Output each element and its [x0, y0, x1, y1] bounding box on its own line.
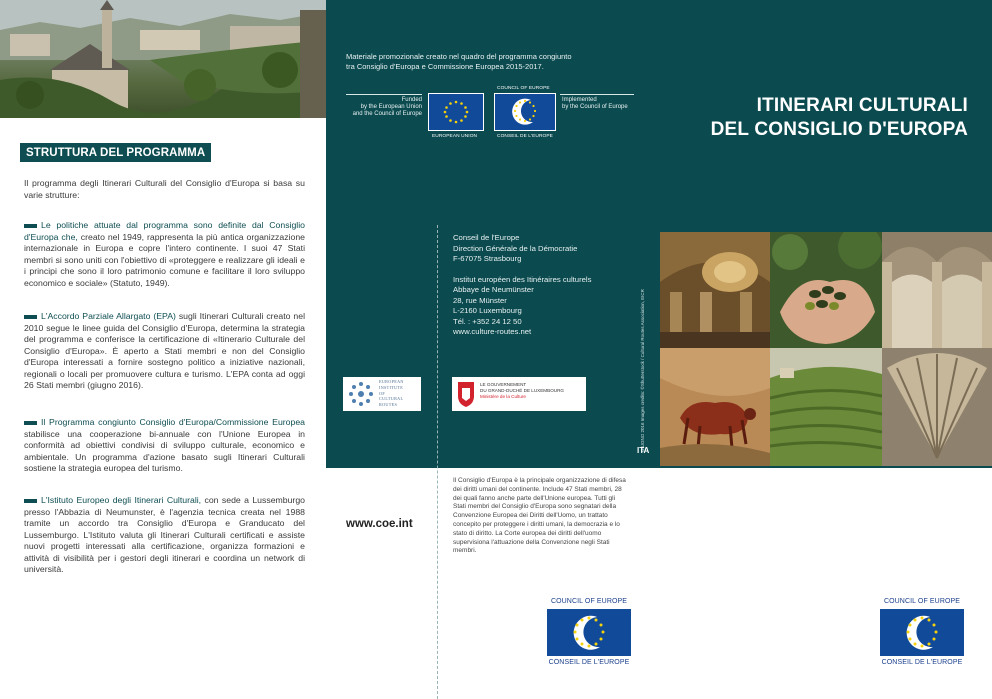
implemented-line: by the Council of Europe	[562, 104, 628, 110]
coe-logo-bottom-text: CONSEIL DE L'EUROPE	[548, 659, 630, 666]
list-item	[24, 495, 305, 576]
address-line: www.culture-routes.net	[453, 327, 532, 336]
intro-paragraph: Il programma degli Itinerari Culturali del Consiglio d'Europa si basa su varie strutture:	[24, 178, 305, 200]
coe-logo	[877, 598, 967, 670]
funded-text	[346, 97, 422, 118]
eicr-logo-line: OF	[379, 390, 385, 396]
left-panel	[0, 0, 326, 699]
eicr-logo	[343, 377, 421, 411]
item-body: con sede a Lussemburgo presso l'Abbazia di Neumunster, è l'agenzia tecnica creata nel 1988 tramite un accordo tra Consiglio d'Europa e Granducato del Lussemburgo. L'Istituto valuta gli Itinerari Culturali certificati e assiste nuovi progetti interessati alla certificazione, organizza formazioni e attività di visibilità per i gestori degli itinerari e coordina un network di università.	[24, 495, 305, 574]
item-body: sugli Itinerari Culturali creato nel 2010 segue le linee guida del Consiglio d'Europa, determina la strategia del programma e conferisce la certificazione di «Itinerario Culturale del Consiglio d'Europa». È aperto a Stati membri e non del Consiglio d'Europa interessati a fornire sostegno politico a iniziative nazionali, regionali o locali per promuovere cultura e turismo. L'EPA conta ad oggi 26 Stati membri (giugno 2016).	[24, 311, 305, 390]
eicr-logo-line: INSTITUTE	[379, 384, 404, 390]
website-link[interactable]: www.coe.int	[346, 518, 413, 530]
divider	[560, 94, 634, 95]
title-line: ITINERARI CULTURALI	[756, 95, 968, 116]
address-line: Conseil de l'Europe	[453, 233, 520, 242]
address-line: Institut européen des Itinéraires culturels	[453, 274, 592, 284]
address-spacer	[453, 265, 653, 275]
lux-logo-line: DU GRAND-DUCHÉ DE LUXEMBOURG	[480, 388, 564, 394]
coe-logo-top-text: COUNCIL OF EUROPE	[550, 598, 628, 605]
address-line: 28, rue Münster	[453, 295, 507, 305]
funded-line: and the Council of Europe	[352, 111, 422, 117]
photo-olives	[770, 232, 882, 348]
address-line: Tél. : +352 24 12 50	[453, 316, 522, 326]
coe-logo-top-text: COUNCIL OF EUROPE	[883, 598, 961, 605]
address-line: L-2160 Luxembourg	[453, 306, 522, 315]
photo-cave-painting	[660, 348, 770, 466]
program-info-line: tra Consiglio d'Europa e Commissione Europea 2015-2017.	[346, 62, 544, 71]
photo-interior	[660, 232, 770, 348]
bullet-bar-icon	[24, 224, 37, 228]
program-info	[346, 52, 616, 72]
eu-caption: EUROPEAN UNION	[432, 134, 478, 139]
bullet-bar-icon	[24, 421, 37, 425]
divider	[346, 94, 422, 95]
coe-logo	[544, 598, 634, 670]
fold-line	[437, 225, 438, 699]
language-badge: ITA	[637, 446, 650, 455]
coe-caption-top: COUNCIL OF EUROPE	[497, 86, 550, 91]
item-body: stabilisce una cooperazione bi-annuale con l'Unione Europea in conformità ad obiettivi condivisi di sviluppo culturale, economico e ambientale. Un programma d'azione basato sugli Itinerari Culturali sostiene la strategia europea del turismo.	[24, 428, 305, 473]
item-lead: L'Accordo Parziale Allargato (EPA)	[41, 311, 176, 321]
photo-cloister	[882, 232, 992, 348]
list-item	[24, 220, 305, 289]
photo-vineyard	[770, 348, 882, 466]
coe-flag-icon	[880, 609, 964, 656]
lux-logo-line: LE GOUVERNEMENT	[480, 382, 527, 387]
item-lead: Le politiche attuate dal programma sono definite dal Consiglio d'Europa che,	[24, 220, 305, 242]
section-heading: STRUTTURA DEL PROGRAMMA	[20, 143, 211, 162]
list-item	[24, 417, 305, 475]
coe-caption-bottom: CONSEIL DE L'EUROPE	[497, 134, 553, 139]
item-lead: Il Programma congiunto Consiglio d'Europa/Commissione Europea	[41, 417, 305, 427]
city-photo	[0, 0, 326, 118]
eicr-logo-line: EUROPEAN	[379, 379, 404, 384]
image-credit	[640, 232, 652, 452]
coe-flag-icon	[547, 609, 631, 656]
coe-description: Il Consiglio d'Europa è la principale organizzazione di difesa dei diritti umani del continente. Include 47 Stati membri, 28 dei quali fanno anche parte dell'Unione europea. Tutti gli Stati membri del Consiglio d'Europa sono segnatari della Convenzione Europea dei Diritti dell'Uomo, un trattato concepito per proteggere i diritti umani, la democrazia e lo stato di diritto. La Corte europea dei diritti dell'uomo supervisiona l'attuazione della Convenzione negli Stati membri.	[453, 477, 626, 555]
item-body: creato nel 1949, rappresenta la più antica organizzazione internazionale in Europa e copre l'intero continente. I suoi 47 Stati membri si sono uniti con l'obiettivo di «proteggere e realizzare gli ideali e i principi che sono il loro patrimonio comune e facilitare il loro sviluppo economico e sociale» (Statuto, 1949).	[24, 231, 305, 288]
bullet-bar-icon	[24, 315, 37, 319]
photo-shell	[882, 348, 992, 466]
credit-text: GIUGNO 2016 Images credits: ©Shutterstock / Cultural Routes Association, EICR	[640, 289, 645, 452]
implemented-text	[562, 97, 642, 111]
eicr-logo-line: CULTURAL	[379, 396, 404, 402]
item-lead: L'Istituto Europeo degli Itinerari Culturali,	[41, 495, 202, 505]
coe-flag-logo	[494, 93, 556, 131]
eu-flag-logo	[428, 93, 484, 131]
funded-line: by the European Union	[360, 104, 422, 110]
address-line: Abbaye de Neumünster	[453, 285, 534, 294]
page-title	[700, 94, 968, 142]
address-block	[453, 233, 653, 338]
title-line: DEL CONSIGLIO D'EUROPA	[710, 119, 968, 140]
address-line: Direction Générale de la Démocratie	[453, 243, 578, 253]
lux-logo-line: Ministère de la Culture	[480, 394, 526, 400]
coe-logo-bottom-text: CONSEIL DE L'EUROPE	[881, 659, 963, 666]
bullet-bar-icon	[24, 499, 37, 503]
program-info-line: Materiale promozionale creato nel quadro del programma congiunto	[346, 52, 572, 61]
address-line: F-67075 Strasbourg	[453, 254, 522, 263]
eicr-logo-line: ROUTES	[379, 402, 398, 408]
list-item	[24, 311, 305, 392]
luxembourg-logo	[452, 377, 586, 411]
funded-line: Funded	[401, 97, 422, 103]
implemented-line: Implemented	[562, 97, 597, 103]
